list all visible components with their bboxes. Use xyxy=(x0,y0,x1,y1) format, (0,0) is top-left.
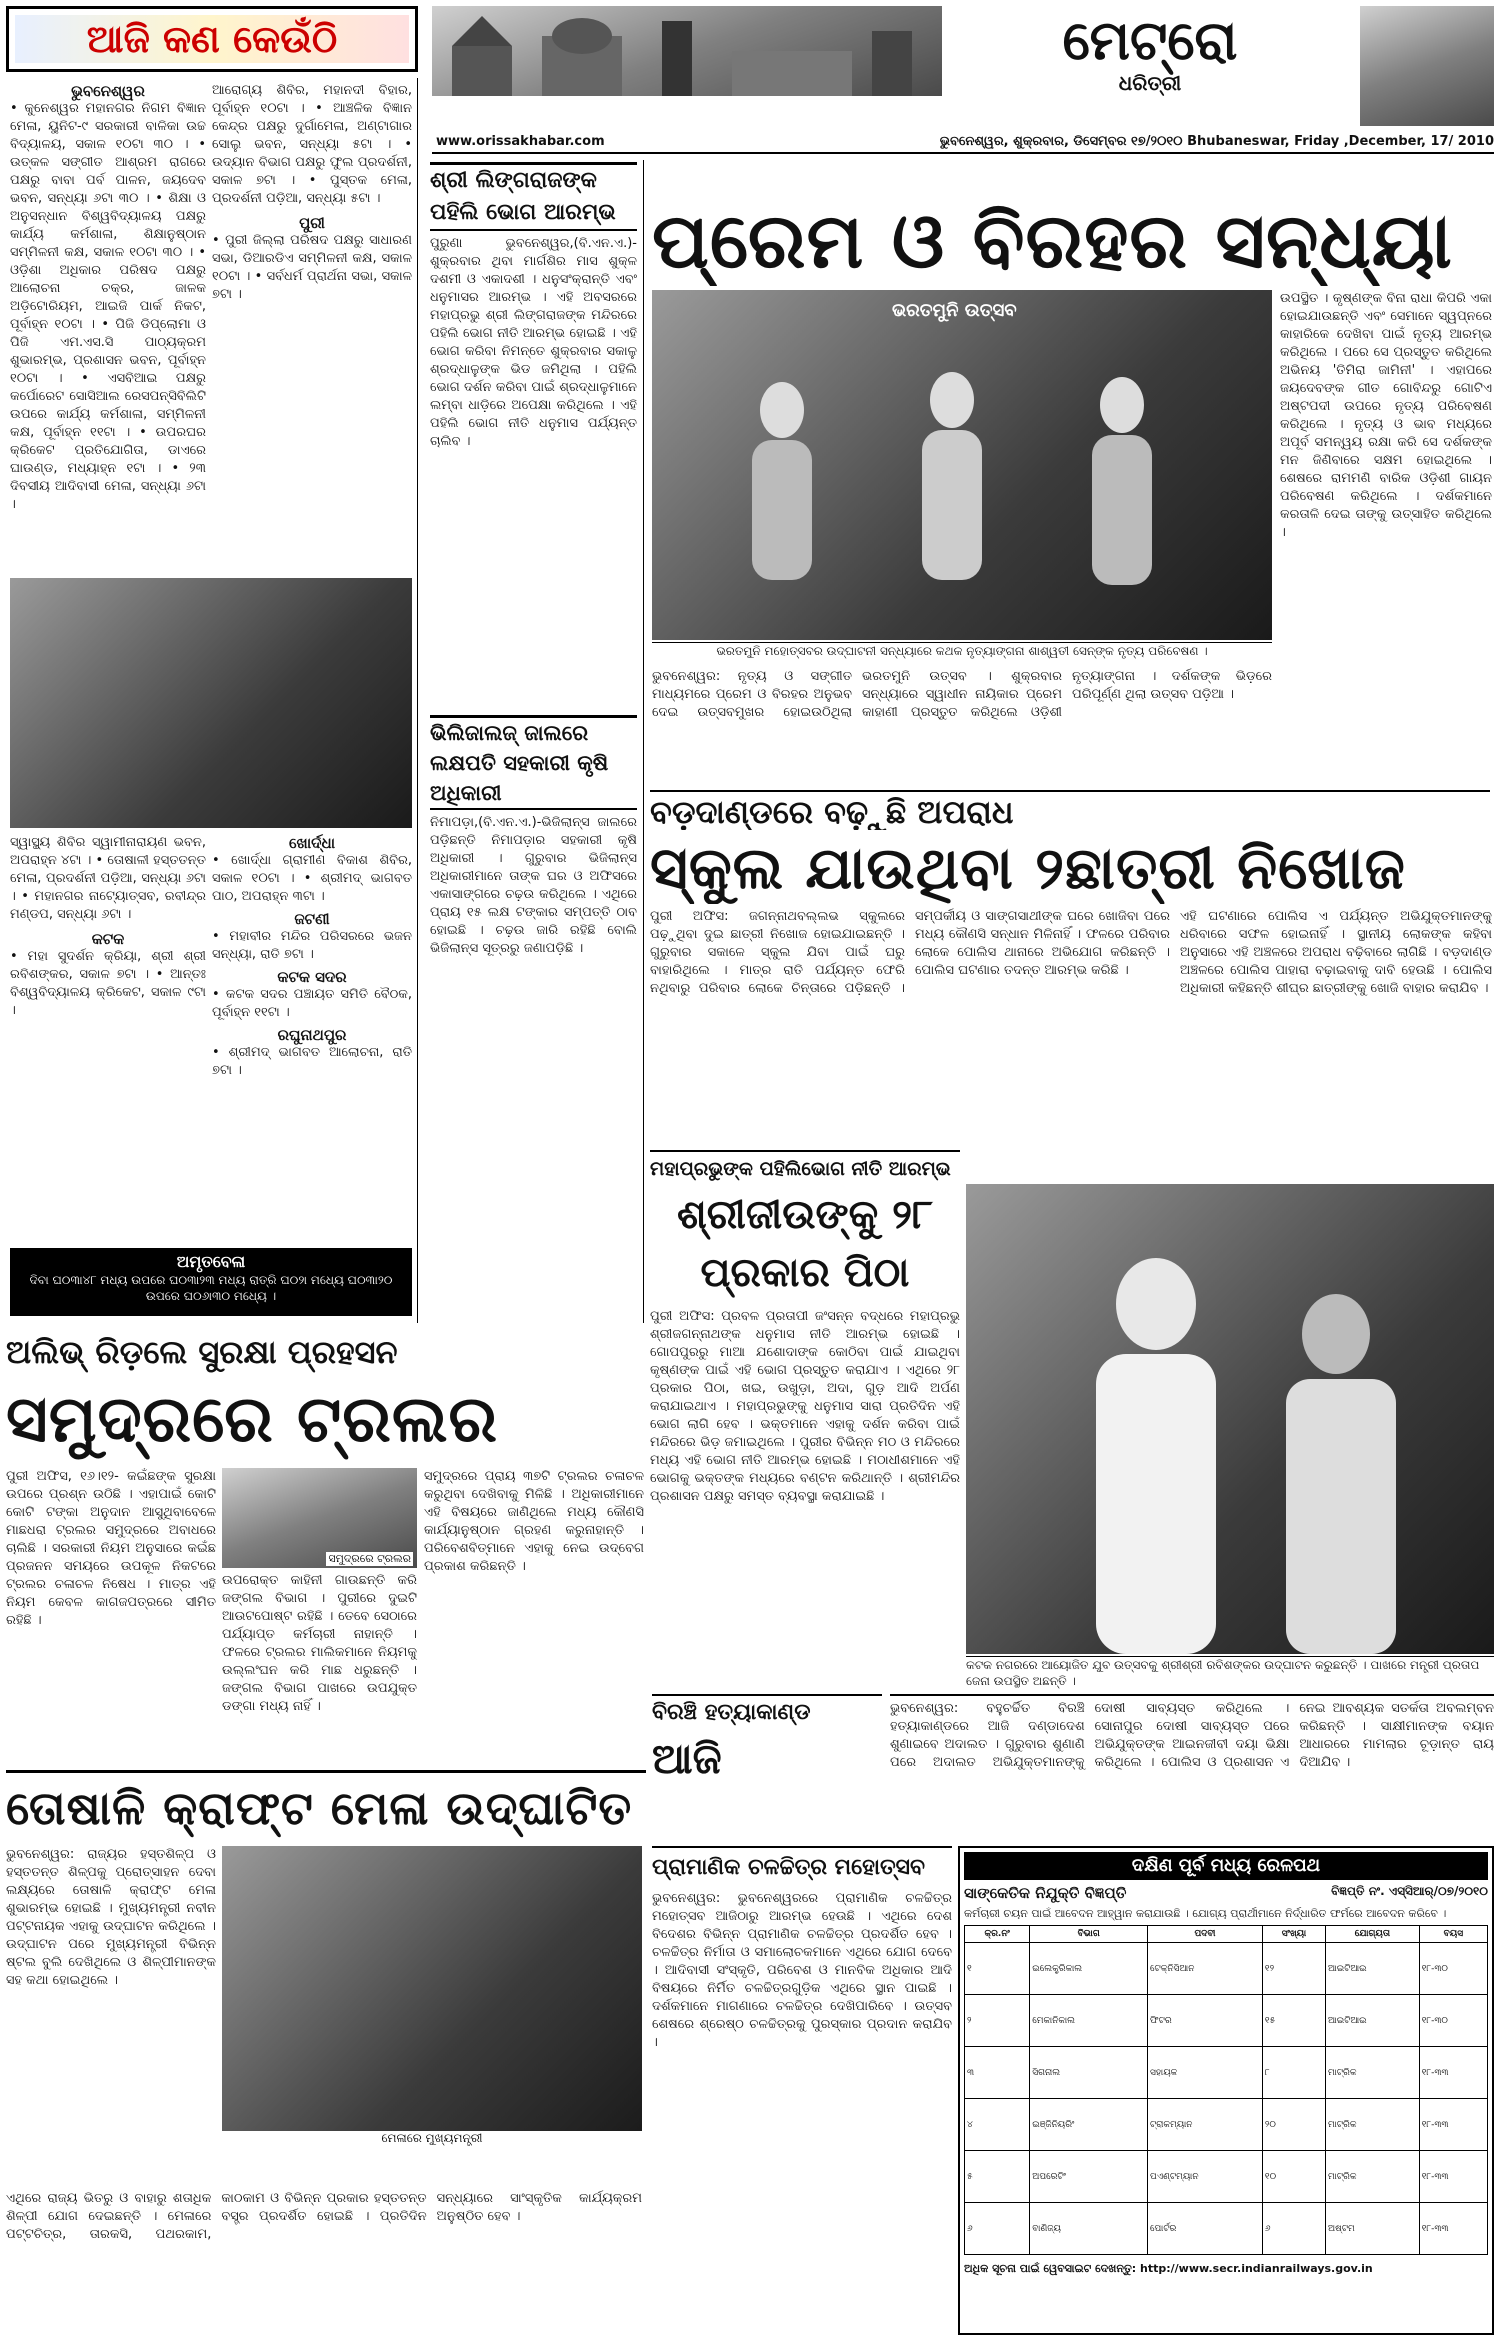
toshali-body-2: ଏଥିରେ ରାଜ୍ୟ ଭିତରୁ ଓ ବାହାରୁ ଶତାଧିକ ଶିଳ୍ପୀ ଯୋଗ ଦେଇଛନ୍ତି । ମେଳାରେ ପଟ୍ଟଚିତ୍ର, ତାରକସି, ପଥରକାମ, କାଠକାମ ଓ ବିଭିନ୍ନ ପ୍ରକାର ହସ୍ତତନ୍ତ ବସ୍ତ୍ର ପ୍ରଦର୍ଶିତ ହୋଇଛି । ପ୍ରତିଦିନ ସନ୍ଧ୍ୟାରେ ସାଂସ୍କୃତିକ କାର୍ଯ୍ୟକ୍ରମ ଅନୁଷ୍ଠିତ ହେବ । xyxy=(6,2191,642,2242)
masthead-skyline xyxy=(432,6,942,96)
events-photo xyxy=(10,578,412,828)
events-text-b: ଆରୋଗ୍ୟ ଶିବିର, ମହାନଦୀ ବିହାର, ପୂର୍ବାହ୍ନ ୧୦ଟା । • ଆଞ୍ଚଳିକ ବିଜ୍ଞାନ କେନ୍ଦ୍ର ପକ୍ଷରୁ ଦୁର୍ଗାମେଳା, ଅଣ୍ଟାଗାର ସୋଲୁ ଭବନ, ସନ୍ଧ୍ୟା ୫ଟା । • ଉଦ୍ୟାନ ବିଭାଗ ପକ୍ଷରୁ ଫୁଲ ପ୍ରଦର୍ଶନୀ, ସକାଳ ୭ଟା । • ପୁସ୍ତକ ମେଳା, ପ୍ରଦର୍ଶନୀ ପଡ଼ିଆ, ସନ୍ଧ୍ୟା ୫ଟା । xyxy=(212,83,412,206)
events-text-f: • ମହାବୀର ମନ୍ଦିର ପରିସରରେ ଭଜନ ସନ୍ଧ୍ୟା, ରାତି ୭ଟା । xyxy=(212,929,412,962)
table-cell: ବାଣିଜ୍ୟ xyxy=(1030,2203,1148,2255)
events-city-jatni: ଜଟଣୀ xyxy=(294,910,330,928)
crime-body: ପୁରୀ ଅଫିସ: ଜଗନ୍ନାଥବଲ୍ଲଭ ସ୍କୁଲରେ ପଢ଼ୁଥିବା ଦୁଇ ଛାତ୍ରୀ ନିଖୋଜ ହୋଇଯାଇଛନ୍ତି । ଗୁରୁବାର ସକାଳେ ସ୍କୁଲ ଯିବା ପାଇଁ ଘରୁ ବାହାରିଥିଲେ । ମାତ୍ର ରାତି ପର୍ଯ୍ୟନ୍ତ ଫେରି ନଥିବାରୁ ପରିବାର ଲୋକେ ଚିନ୍ତାରେ ପଡ଼ିଛନ୍ତି । ସମ୍ପର୍କୀୟ ଓ ସାଙ୍ଗସାଥୀଙ୍କ ଘରେ ଖୋଜିବା ପରେ ମଧ୍ୟ କୌଣସି ସନ୍ଧାନ ମିଳିନାହିଁ । ଫଳରେ ପରିବାର ଲୋକେ ପୋଲିସ ଥାନାରେ ଅଭିଯୋଗ କରିଛନ୍ତି । ପୋଲିସ ଘଟଣାର ତଦନ୍ତ ଆରମ୍ଭ କରିଛି । xyxy=(650,909,1170,996)
railway-ad-notice-no: ବିଜ୍ଞପ୍ତି ନଂ. ଏସ୍‌ସିଆର୍‌/୦୭/୨୦୧୦ xyxy=(1331,1884,1488,1898)
toshali-body: ଭୁବନେଶ୍ୱର: ରାଜ୍ୟର ହସ୍ତଶିଳ୍ପ ଓ ହସ୍ତତନ୍ତ ଶିଳ୍ପକୁ ପ୍ରୋତ୍ସାହନ ଦେବା ଲକ୍ଷ୍ୟରେ ତୋଷାଳି କ୍ରାଫ୍ଟ ମେଳା ଶୁଭାରମ୍ଭ ହୋଇଛି । ମୁଖ୍ୟମନ୍ତ୍ରୀ ନବୀନ ପଟ୍ଟନାୟକ ଏହାକୁ ଉଦ୍‌ଘାଟନ କରିଥିଲେ । ଉଦ୍‌ଘାଟନ ପରେ ମୁଖ୍ୟମନ୍ତ୍ରୀ ବିଭିନ୍ନ ଷ୍ଟଲ ବୁଲି ଦେଖିଥିଲେ ଓ ଶିଳ୍ପୀମାନଙ୍କ ସହ କଥା ହୋଇଥିଲେ । xyxy=(6,1847,216,1988)
mahaprabhu-kicker: ମହାପ୍ରଭୁଙ୍କ ପହିଲିଭୋଗ ନୀତି ଆରମ୍ଭ xyxy=(650,1150,960,1184)
crime-kicker: ବଡ଼ଦାଣ୍ଡରେ ବଢ଼ୁଛି ଅପରାଧ xyxy=(650,790,1490,830)
table-cell: ଇଲେକ୍ଟ୍ରିକାଲ xyxy=(1030,1943,1148,1995)
events-text-a: • କୁନେଶ୍ୱର ମହାନଗର ନିଗମ ବିଜ୍ଞାନ ମେଳା, ୟୁନିଟ-୯ ସରକାରୀ ବାଳିକା ଉଚ୍ଚ ବିଦ୍ୟାଳୟ, ସକାଳ ୧୦ଟା ୩୦ । • ଉତ୍କଳ ସଙ୍ଗୀତ ଆଶ୍ରମ ରାଗରେ ପକ୍ଷରୁ ବାବା ପର୍ବ ପାଳନ, ଜୟଦେବ ଭବନ, ସନ୍ଧ୍ୟା ୬ଟା ୩୦ । • ଶିକ୍ଷା ଓ ଅନୁସନ୍ଧାନ ବିଶ୍ୱବିଦ୍ୟାଳୟ ପକ୍ଷରୁ କାର୍ଯ୍ୟ କର୍ମଶାଳା, ଶିକ୍ଷାନୁଷ୍ଠାନ ସମ୍ମିଳନୀ କକ୍ଷ, ସକାଳ ୧୦ଟା ୩୦ । • ଓଡ଼ିଶା ଅଧିକାର ପରିଷଦ ପକ୍ଷରୁ ଆଲୋଚନା ଚକ୍ର, ଜାଳକ ଅଡ଼ିଟୋରିୟମ, ଆଇଜି ପାର୍କ ନିକଟ, ପୂର୍ବାହ୍ନ ୧୦ଟା । • ପିଜି ଡିପ୍ଲୋମା ଓ ପିଜି ଏମ.ଏସ.ସି ପାଠ୍ୟକ୍ରମ ଶୁଭାରମ୍ଭ, ପ୍ରଶାସନ ଭବନ, ପୂର୍ବାହ୍ନ ୧୦ଟା । • ଏସବିଆଇ ପକ୍ଷରୁ କର୍ପୋରେଟ ସୋସିଆଲ ରେସପନ୍ସିବିଲିଟି ଉପରେ କାର୍ଯ୍ୟ କର୍ମଶାଳା, ସମ୍ମିଳନୀ କକ୍ଷ, ପୂର୍ବାହ୍ନ ୧୧ଟା । • ଉପରଘର କ୍ରିକେଟ ପ୍ରତିଯୋଗିତା, ଡାଏରେ ଘାଉଣ୍ଡ, ମଧ୍ୟାହ୍ନ ୧ଟା । • ୨୩ ଦିବସୀୟ ଆଦିବାସୀ ମେଳା, ସନ୍ଧ୍ୟା ୬ଟା । xyxy=(10,101,206,512)
verdict-headline: ଆଜି xyxy=(652,1734,722,1783)
trawler-body-3: ସମୁଦ୍ରରେ ପ୍ରାୟ ୩୭ଟି ଟ୍ରଲର ଚଳାଚଳ କରୁଥିବା ଦେଖିବାକୁ ମିଳିଛି । ଅଧିକାରୀମାନେ ଏହି ବିଷୟରେ ଜାଣିଥିଲେ ମଧ୍ୟ କୌଣସି କାର୍ଯ୍ୟାନୁଷ୍ଠାନ ଗ୍ରହଣ କରୁନାହାନ୍ତି । ପରିବେଶବିତ୍‌ମାନେ ଏହାକୁ ନେଇ ଉଦ୍‌ବେଗ ପ୍ରକାଶ କରିଛନ୍ତି । xyxy=(424,1469,644,1574)
masthead-rule xyxy=(432,152,1494,154)
mahaprabhu-headline: ଶ୍ରୀଜୀଉଙ୍କୁ ୨୮ ପ୍ରକାର ପିଠା xyxy=(677,1192,933,1296)
table-cell: ଆଇଟିଆଇ xyxy=(1326,1995,1420,2047)
lead-photo xyxy=(652,290,1272,640)
table-cell: ୨ xyxy=(965,1995,1030,2047)
paper-subname: ଧରିତ୍ରୀ xyxy=(1118,71,1182,95)
website-link[interactable]: www.orissakhabar.com xyxy=(436,134,605,149)
railway-ad xyxy=(958,1846,1494,2335)
railway-col-header: ଯୋଗ୍ୟତା xyxy=(1326,1926,1420,1943)
crime-headline: ସ୍କୁଲ ଯାଉଥିବା ୨ଛାତ୍ରୀ ନିଖୋଜ xyxy=(650,834,1406,902)
dateline-english: Bhubaneswar, Friday ,December, 17/ 2010 xyxy=(1187,134,1494,149)
trawler-headline: ସମୁଦ୍ରରେ ଟ୍ରଲର xyxy=(6,1383,499,1457)
table-cell: ୩ xyxy=(965,2047,1030,2099)
lingaraj-headline: ଶ୍ରୀ ଲିଙ୍ଗରାଜଙ୍କ ପହିଲି ଭୋଗ ଆରମ୍ଭ xyxy=(430,162,637,231)
events-text-d: ସ୍ୱାସ୍ଥ୍ୟ ଶିବିର ସ୍ୱାମୀନାରାୟଣ ଭବନ, ଅପରାହ୍ନ ୪ଟା । • ତୋଷାଳୀ ହସ୍ତତନ୍ତ ମେଳା, ପ୍ରଦର୍ଶନୀ ପଡ଼ିଆ, ସନ୍ଧ୍ୟା ୬ଟା । • ମହାନଗର ନାଟ୍ୟୋତ୍ସବ, ରବୀନ୍ଦ୍ର ମଣ୍ଡପ, ସନ୍ଧ୍ୟା ୬ଟା । xyxy=(10,835,206,922)
section-banner-title: ଆଜି କଣ କେଉଁଠି xyxy=(15,15,409,63)
table-cell: ୧୮-୩୩ xyxy=(1419,2203,1487,2255)
railway-ad-header-row xyxy=(965,1926,1488,1943)
table-cell: ୧ xyxy=(965,1943,1030,1995)
table-cell: ଟ୍ରାକମ୍ୟାନ xyxy=(1148,2099,1263,2151)
trawler-photo-caption: ସମୁଦ୍ରରେ ଟ୍ରଲର xyxy=(328,1552,411,1565)
table-cell: ପୋର୍ଟର xyxy=(1148,2203,1263,2255)
table-cell: ୧୫ xyxy=(1262,1995,1325,2047)
trawler-body: ପୁରୀ ଅଫିସ, ୧୬।୧୨- କଇଁଛଙ୍କ ସୁରକ୍ଷା ଉପରେ ପ୍ରଶ୍ନ ଉଠିଛି । ଏହାପାଇଁ କୋଟି କୋଟି ଟଙ୍କା ଅନୁଦାନ ଆସୁଥିବାବେଳେ ମାଛଧରା ଟ୍ରଲର ସମୁଦ୍ରରେ ଅବାଧରେ ଚାଲିଛି । ସରକାରୀ ନିୟମ ଅନୁସାରେ କଇଁଛ ପ୍ରଜନନ ସମୟରେ ଉପକୂଳ ନିକଟରେ ଟ୍ରଲର ଚଳାଚଳ ନିଷେଧ । ମାତ୍ର ଏହି ନିୟମ କେବଳ କାଗଜପତ୍ରରେ ସୀମିତ ରହିଛି । xyxy=(6,1469,216,1628)
table-cell: ପଏଣ୍ଟମ୍ୟାନ xyxy=(1148,2151,1263,2203)
table-cell: ସହାୟକ xyxy=(1148,2047,1263,2099)
table-row xyxy=(965,2047,1488,2099)
table-cell: ମାଟ୍ରିକ xyxy=(1326,2151,1420,2203)
railway-col-header: ସଂଖ୍ୟା xyxy=(1262,1926,1325,1943)
table-row xyxy=(965,2151,1488,2203)
lead-body: ଭୁବନେଶ୍ୱର: ନୃତ୍ୟ ଓ ସଙ୍ଗୀତ ମାଧ୍ୟମରେ ପ୍ରେମ ଓ ବିରହର ଅନୁଭବ ଦେଇ ଉତ୍ସବମୁଖର ହୋଇଉଠିଥିଲା ଭରତମୁନି ଉତ୍ସବ । ଶୁକ୍ରବାର ସନ୍ଧ୍ୟାରେ ସ୍ୱାଧୀନ ନାୟିକାର ପ୍ରେମ କାହାଣୀ ପ୍ରସ୍ତୁତ କରିଥିଲେ ଓଡ଼ିଶୀ ନୃତ୍ୟାଙ୍ଗନା । ଦର୍ଶକଙ୍କ ଭିଡ଼ରେ ପରିପୂର୍ଣ୍ଣ ଥିଲା ଉତ୍ସବ ପଡ଼ିଆ । xyxy=(652,669,1272,720)
table-cell: ୮ xyxy=(1262,2047,1325,2099)
verdict-body: ଭୁବନେଶ୍ୱର: ବହୁଚର୍ଚ୍ଚିତ ବିରଞ୍ଚି ହତ୍ୟାକାଣ୍ଡରେ ଆଜି ଦଣ୍ଡାଦେଶ ଶୁଣାଇବେ ଅଦାଲତ । ଗୁରୁବାର ଶୁଣାଣି ପରେ ଅଦାଲତ ଅଭିଯୁକ୍ତମାନଙ୍କୁ ଦୋଷୀ ସାବ୍ୟସ୍ତ କରିଥିଲେ । ସୋନାପୁର ଦୋଷୀ ସାବ୍ୟସ୍ତ ପରେ ଅଭିଯୁକ୍ତଙ୍କ ଆଇନଜୀବୀ ଦୟା ଭିକ୍ଷା କରିଥିଲେ । ପୋଲିସ ଓ ପ୍ରଶାସନ ଏ ନେଇ ଆବଶ୍ୟକ ସତର୍କତା ଅବଲମ୍ବନ କରିଛନ୍ତି । ସାକ୍ଷୀମାନଙ୍କ ବୟାନ ଆଧାରରେ ମାମଲାର ଚୂଡ଼ାନ୍ତ ରାୟ ଦିଆଯିବ । xyxy=(890,1694,1494,1844)
lead-photo-tag: ଭରତମୁନି ଉତ୍ସବ xyxy=(892,300,1017,321)
table-cell: ୪ xyxy=(965,2099,1030,2151)
section-banner xyxy=(6,6,418,72)
skyline-illustration xyxy=(432,6,942,96)
railway-ad-title: ସାଙ୍କେତିକ ନିଯୁକ୍ତି ବିଜ୍ଞପ୍ତି xyxy=(964,1884,1127,1902)
table-cell: ୧୮-୩୩ xyxy=(1419,2047,1487,2099)
table-cell: ଫିଟର xyxy=(1148,1995,1263,2047)
paper-logo xyxy=(950,10,1350,100)
railway-col-header: ବିଭାଗ xyxy=(1030,1926,1148,1943)
vigilance-body: ନିମାପଡ଼ା,(ବି.ଏନ.ଏ.)-ଭିଜିଲାନ୍ସ ଜାଲରେ ପଡ଼ିଛନ୍ତି ନିମାପଡ଼ାର ସହକାରୀ କୃଷି ଅଧିକାରୀ । ଗୁରୁବାର ଭିଜିଲାନ୍ସ ଅଧିକାରୀମାନେ ତାଙ୍କ ଘର ଓ ଅଫିସରେ ଏକାସାଙ୍ଗରେ ଚଢ଼ଉ କରିଥିଲେ । ଏଥିରେ ପ୍ରାୟ ୧୫ ଲକ୍ଷ ଟଙ୍କାର ସମ୍ପତ୍ତି ଠାବ ହୋଇଛି । ଚଢ଼ଉ ଜାରି ରହିଛି ବୋଲି ଭିଜିଲାନ୍ସ ସୂତ୍ରରୁ ଜଣାପଡ଼ିଛି । xyxy=(430,815,637,956)
masthead-dome-image xyxy=(1360,6,1494,126)
film-fest-headline: ପ୍ରାମାଣିକ ଚଳଚ୍ଚିତ୍ର ମହୋତ୍ସବ xyxy=(652,1846,952,1886)
film-fest-body: ଭୁବନେଶ୍ୱର: ଭୁବନେଶ୍ୱରରେ ପ୍ରାମାଣିକ ଚଳଚ୍ଚିତ୍ର ମହୋତ୍ସବ ଆଜିଠାରୁ ଆରମ୍ଭ ହେଉଛି । ଏଥିରେ ଦେଶ ବିଦେଶର ବିଭିନ୍ନ ପ୍ରାମାଣିକ ଚଳଚ୍ଚିତ୍ର ପ୍ରଦର୍ଶିତ ହେବ । ଚଳଚ୍ଚିତ୍ର ନିର୍ମାତା ଓ ସମାଲୋଚକମାନେ ଏଥିରେ ଯୋଗ ଦେବେ । ଆଦିବାସୀ ସଂସ୍କୃତି, ପରିବେଶ ଓ ମାନବିକ ଅଧିକାର ଆଦି ବିଷୟରେ ନିର୍ମିତ ଚଳଚ୍ଚିତ୍ରଗୁଡ଼ିକ ଏଥିରେ ସ୍ଥାନ ପାଇଛି । ଦର୍ଶକମାନେ ମାଗଣାରେ ଚଳଚ୍ଚିତ୍ର ଦେଖିପାରିବେ । ଉତ୍ସବ ଶେଷରେ ଶ୍ରେଷ୍ଠ ଚଳଚ୍ଚିତ୍ରକୁ ପୁରସ୍କାର ପ୍ରଦାନ କରାଯିବ । xyxy=(652,1891,952,2050)
table-cell: ୬ xyxy=(1262,2203,1325,2255)
amrutabela-title: ଅମୃତବେଳା xyxy=(176,1252,246,1271)
railway-col-header: ପଦବୀ xyxy=(1148,1926,1263,1943)
events-city-bhubaneswar: ଭୁବନେଶ୍ୱର xyxy=(71,82,145,100)
trawler-photo xyxy=(222,1468,417,1568)
toshali-photo-caption: ମେଳାରେ ମୁଖ୍ୟମନ୍ତ୍ରୀ xyxy=(222,2131,642,2146)
table-cell: ଅପରେଟିଂ xyxy=(1030,2151,1148,2203)
verdict-kicker: ବିରଞ୍ଚି ହତ୍ୟାକାଣ୍ଡ xyxy=(652,1694,882,1728)
table-cell: ୬ xyxy=(965,2203,1030,2255)
events-city-cuttack-sadar: କଟକ ସଦର xyxy=(277,968,347,986)
dancers-illustration xyxy=(652,290,1272,640)
railway-ad-footer[interactable]: ଅଧିକ ସୂଚନା ପାଇଁ ୱେବସାଇଟ ଦେଖନ୍ତୁ: http://www.secr.indianrailways.gov.in xyxy=(964,2262,1373,2275)
dateline-odia: ଭୁବନେଶ୍ୱର, ଶୁକ୍ରବାର, ଡିସେମ୍ବର ୧୭/୨୦୧୦ xyxy=(939,134,1183,149)
mahaprabhu-body: ପୁରୀ ଅଫିସ: ପ୍ରବଳ ପ୍ରତାପୀ ଜଂସନ୍ନ ବଦ୍ଧରେ ମହାପ୍ରଭୁ ଶ୍ରୀଜଗନ୍ନାଥଙ୍କ ଧନୁମାସ ନୀତି ଆରମ୍ଭ ହୋଇଛି । ଗୋପପୁରରୁ ମାଆ ଯଶୋଦାଙ୍କ କୋଠିବା ପାଇଁ ଯାଇଥିବା କୃଷ୍ଣଙ୍କ ପାଇଁ ଏହି ଭୋଗ ପ୍ରସ୍ତୁତ କରାଯାଏ । ଏଥିରେ ୨୮ ପ୍ରକାର ପିଠା, ଖଇ, ଉଖୁଡ଼ା, ଅଦା, ଗୁଡ଼ ଆଦି ଅର୍ପଣ କରାଯାଇଥାଏ । ମହାପ୍ରଭୁଙ୍କୁ ଧନୁମାସ ସାରା ପ୍ରତିଦିନ ଏହି ଭୋଗ ଲାଗି ହେବ । ଭକ୍ତମାନେ ଏହାକୁ ଦର୍ଶନ କରିବା ପାଇଁ ମନ୍ଦିରରେ ଭିଡ଼ ଜମାଇଥିଲେ । ପୁରୀର ବିଭିନ୍ନ ମଠ ଓ ମନ୍ଦିରରେ ମଧ୍ୟ ଏହି ଭୋଗ ନୀତି ଆରମ୍ଭ ହୋଇଛି । ମଠାଧୀଶମାନେ ଏହି ଭୋଗକୁ ଭକ୍ତଙ୍କ ମଧ୍ୟରେ ବଣ୍ଟନ କରିଥାନ୍ତି । ଶ୍ରୀମନ୍ଦିର ପ୍ରଶାସନ ପକ୍ଷରୁ ସମସ୍ତ ବ୍ୟବସ୍ଥା କରାଯାଇଛି । xyxy=(650,1309,960,1504)
railway-col-header: ବୟସ xyxy=(1419,1926,1487,1943)
events-city-khordha: ଖୋର୍ଦ୍ଧା xyxy=(288,834,336,852)
lead-photo-caption: ଭରତମୁନି ମହୋତ୍ସବର ଉଦ୍‌ଘାଟନୀ ସନ୍ଧ୍ୟାରେ କଥକ ନୃତ୍ୟାଙ୍ଗନା ଶାଶ୍ୱତୀ ସେନ୍‌ଙ୍କ ନୃତ୍ୟ ପରିବେଷଣ । xyxy=(652,642,1272,662)
amrutabela-box xyxy=(10,1248,412,1316)
dateline xyxy=(820,134,1494,152)
table-cell: ୨୦ xyxy=(1262,2099,1325,2151)
lingaraj-column xyxy=(424,160,644,1323)
table-cell: ଅଷ୍ଟମ xyxy=(1326,2203,1420,2255)
events-text-e: • ଖୋର୍ଦ୍ଧା ଗ୍ରାମୀଣ ବିକାଶ ଶିବିର, ସକାଳ ୧୦ଟା । • ଶ୍ରୀମଦ୍ ଭାଗବତ ପାଠ, ଅପରାହ୍ନ ୩ଟା । xyxy=(212,853,412,904)
table-cell: ସିଗନାଲ xyxy=(1030,2047,1148,2099)
photo-ravishankar-caption: କଟକ ନଗରରେ ଆୟୋଜିତ ଯୁବ ଉତ୍ସବକୁ ଶ୍ରୀଶ୍ରୀ ରବିଶଙ୍କର ଉଦ୍‌ଘାଟନ କରୁଛନ୍ତି । ପାଖରେ ମନ୍ତ୍ରୀ ପ୍ରତାପ ଜେନା ଉପସ୍ଥିତ ଅଛନ୍ତି । xyxy=(966,1656,1494,1692)
railway-ad-table xyxy=(964,1925,1488,2255)
table-cell: ୧୮-୩୦ xyxy=(1419,1995,1487,2047)
table-cell: ଟେକ୍ନିସିଆନ xyxy=(1148,1943,1263,1995)
events-text-h: • କଟକ ସଦର ପଞ୍ଚାୟତ ସମିତି ବୈଠକ, ପୂର୍ବାହ୍ନ ୧୧ଟା । xyxy=(212,987,412,1020)
railway-col-header: କ୍ର.ନଂ xyxy=(965,1926,1030,1943)
lead-side-text: ଉପସ୍ଥିତ । କୃଷ୍ଣଙ୍କ ବିନା ରାଧା କିପରି ଏକା ହୋଇଯାଉଛନ୍ତି ଏବଂ ସେମାନେ ସ୍ୱପ୍ନରେ କାହାରିକେ ଦେଖିବା ପାଇଁ ନୃତ୍ୟ ଆରମ୍ଭ କରିଥିଲେ । ପରେ ସେ ପ୍ରସ୍ତୁତ କରିଥିଲେ ଅଭିନୟ 'ତିମିରା ଜାମିନୀ' । ଏହାପରେ ଜୟଦେବଙ୍କ ଗୀତ ଗୋବିନ୍ଦରୁ ଗୋଟିଏ ଅଷ୍ଟପଦୀ ଉପରେ ନୃତ୍ୟ ପରିବେଷଣ କରିଥିଲେ । ନୃତ୍ୟ ଓ ଭାବ ମଧ୍ୟରେ ଅପୂର୍ବ ସମନ୍ୱୟ ରକ୍ଷା କରି ସେ ଦର୍ଶକଙ୍କ ମନ ଜିଣିବାରେ ସକ୍ଷମ ହୋଇଥିଲେ । ଶେଷରେ ରାମମଣି ବାରିକ ଓଡ଼ିଶୀ ଗାୟନ ପରିବେଷଣ କରିଥିଲେ । ଦର୍ଶକମାନେ କରତାଳି ଦେଇ ତାଙ୍କୁ ଉତ୍ସାହିତ କରିଥିଲେ । xyxy=(1280,291,1492,540)
table-cell: ୧୮-୩୦ xyxy=(1419,1943,1487,1995)
events-city-cuttack: କଟକ xyxy=(91,930,125,948)
amrutabela-text: ଦିବା ଘ୦୩ା୪୮ ମଧ୍ୟ ଉପରେ ଘ୦୩ା୨୩ ମଧ୍ୟ ରାତ୍ରି ଘ୦୨ା ମଧ୍ୟେ ଘ୦୩ା୨୦ ଉପରେ ଘ୦୬ା୩୦ ମଧ୍ୟେ । xyxy=(29,1273,393,1303)
table-row xyxy=(965,2203,1488,2255)
figures-illustration xyxy=(966,1184,1494,1654)
table-row xyxy=(965,1943,1488,1995)
vigilance-headline: ଭିଲିଜାଲଜ୍ ଜାଲରେ ଲକ୍ଷପତି ସହକାରୀ କୃଷି ଅଧିକାରୀ xyxy=(430,715,637,810)
table-cell: ଆଇଟିଆଇ xyxy=(1326,1943,1420,1995)
table-row xyxy=(965,1995,1488,2047)
table-cell: ୧୨ xyxy=(1262,1943,1325,1995)
table-cell: ୧୮-୩୩ xyxy=(1419,2151,1487,2203)
trawler-kicker: ଅଲିଭ୍ ରିଡ଼ଲେ ସୁରକ୍ଷା ପ୍ରହସନ xyxy=(6,1333,398,1371)
table-cell: ମାଟ୍ରିକ xyxy=(1326,2099,1420,2151)
lingaraj-body: ପୁରୁଣା ଭୁବନେଶ୍ୱର,(ବି.ଏନ.ଏ.)- ଶୁକ୍ରବାର ଥିବା ମାର୍ଗଶିର ମାସ ଶୁକ୍ଳ ଦଶମୀ ଓ ଏକାଦଶୀ । ଧନୁସଂକ୍ରାନ୍ତି ଏବଂ ଧନୁମାସର ଆରମ୍ଭ । ଏହି ଅବସରରେ ମହାପ୍ରଭୁ ଶ୍ରୀ ଲିଙ୍ଗରାଜଙ୍କ ମନ୍ଦିରରେ ପହିଲି ଭୋଗ ନୀତି ଆରମ୍ଭ ହୋଇଛି । ଏହି ଭୋଗ କରିବା ନିମନ୍ତେ ଶୁକ୍ରବାର ସକାଳୁ ଶ୍ରଦ୍ଧାଳୁଙ୍କ ଭିଡ ଜମିଥିଲା । ପହିଲି ଭୋଗ ଦର୍ଶନ କରିବା ପାଇଁ ଶ୍ରଦ୍ଧାଳୁମାନେ ଲମ୍ବା ଧାଡ଼ିରେ ଅପେକ୍ଷା କରିଥିଲେ । ଏହି ପହିଲି ଭୋଗ ନୀତି ଧନୁମାସ ପର୍ଯ୍ୟନ୍ତ ଚାଲିବ । xyxy=(430,236,637,449)
crime-body-2: ଏହି ଘଟଣାରେ ପୋଲିସ ଏ ପର୍ଯ୍ୟନ୍ତ ଅଭିଯୁକ୍ତମାନଙ୍କୁ ଧରିବାରେ ସଫଳ ହୋଇନାହିଁ । ସ୍ଥାନୀୟ ଲୋକଙ୍କ କହିବା ଅନୁସାରେ ଏହି ଅଞ୍ଚଳରେ ଅପରାଧ ବଢ଼ିବାରେ ଲାଗିଛି । ବଡ଼ଦାଣ୍ଡ ଅଞ୍ଚଳରେ ପୋଲିସ ପାହାରା ବଢ଼ାଇବାକୁ ଦାବି ହେଉଛି । ପୋଲିସ ଅଧିକାରୀ କହିଛନ୍ତି ଶୀଘ୍ର ଛାତ୍ରୀଙ୍କୁ ଖୋଜି ବାହାର କରାଯିବ । xyxy=(1180,909,1492,996)
paper-name: ମେଟ୍ରୋ xyxy=(1062,10,1238,72)
railway-ad-intro: କର୍ମଚାରୀ ଚୟନ ପାଇଁ ଆବେଦନ ଆହ୍ୱାନ କରାଯାଉଛି । ଯୋଗ୍ୟ ପ୍ରାର୍ଥୀମାନେ ନିର୍ଦ୍ଧାରିତ ଫର୍ମରେ ଆବେଦନ କରିବେ । xyxy=(964,1907,1447,1920)
events-city-raghunathpur: ରଘୁନାଥପୁର xyxy=(277,1026,347,1044)
table-row xyxy=(965,2099,1488,2151)
photo-ravishankar xyxy=(966,1184,1494,1654)
events-column xyxy=(6,78,418,1323)
trawler-body-2: ଉପରୋକ୍ତ କାହିନୀ ଗାଉଛନ୍ତି କରି ଜଙ୍ଗଲ ବିଭାଗ । ପୁରୀରେ ଦୁଇଟି ଆଉଟପୋଷ୍ଟ ରହିଛି । ତେବେ ସେଠାରେ ପର୍ଯ୍ୟାପ୍ତ କର୍ମଚାରୀ ନାହାନ୍ତି । ଫଳରେ ଟ୍ରଲର ମାଲିକମାନେ ନିୟମକୁ ଉଲ୍ଲଂଘନ କରି ମାଛ ଧରୁଛନ୍ତି । ଜଙ୍ଗଲ ବିଭାଗ ପାଖରେ ଉପଯୁକ୍ତ ଡଙ୍ଗା ମଧ୍ୟ ନାହିଁ । xyxy=(222,1573,417,1714)
railway-ad-org: ଦକ୍ଷିଣ ପୂର୍ବ ମଧ୍ୟ ରେଳପଥ xyxy=(964,1852,1488,1880)
table-cell: ୫ xyxy=(965,2151,1030,2203)
table-cell: ୧୮-୩୩ xyxy=(1419,2099,1487,2151)
lead-headline: ପ୍ରେମ ଓ ବିରହର ସନ୍ଧ୍ୟା xyxy=(652,196,1453,285)
toshali-headline: ତୋଷାଳି କ୍ରାଫ୍ଟ ମେଳା ଉଦ୍‌ଘାଟିତ xyxy=(6,1770,646,1840)
events-text-i: • ଶ୍ରୀମଦ୍ ଭାଗବତ ଆଲୋଚନା, ରାତି ୭ଟା । xyxy=(212,1045,412,1078)
table-cell: ୧୦ xyxy=(1262,2151,1325,2203)
table-cell: ଇଞ୍ଜିନିୟରିଂ xyxy=(1030,2099,1148,2151)
events-text-c: • ପୁରୀ ଜିଲ୍ଲା ପରିଷଦ ପକ୍ଷରୁ ସାଧାରଣ ସଭା, ଡିଆରଡିଏ ସମ୍ମିଳନୀ କକ୍ଷ, ସକାଳ ୧୦ଟା । • ସର୍ବଧର୍ମ ପ୍ରାର୍ଥନା ସଭା, ସକାଳ ୭ଟା । xyxy=(212,233,412,302)
events-city-puri: ପୁରୀ xyxy=(299,214,325,232)
events-text-g: • ମହା ସୁଦର୍ଶନ କ୍ରିୟା, ଶ୍ରୀ ଶ୍ରୀ ରବିଶଙ୍କର, ସକାଳ ୭ଟା । • ଆନ୍ତଃ ବିଶ୍ୱବିଦ୍ୟାଳୟ କ୍ରିକେଟ, ସକାଳ ୯ଟା । xyxy=(10,949,206,1018)
table-cell: ମାଟ୍ରିକ xyxy=(1326,2047,1420,2099)
table-cell: ମେକାନିକାଲ xyxy=(1030,1995,1148,2047)
toshali-photo xyxy=(222,1846,642,2146)
